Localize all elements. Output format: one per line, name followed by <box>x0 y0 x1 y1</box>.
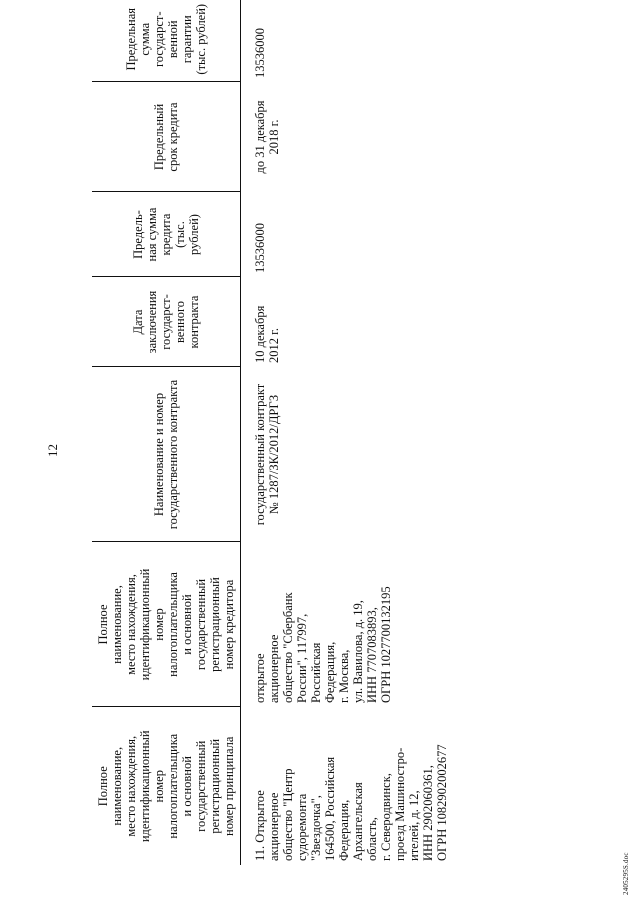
cell-credit-term: до 31 декабря 2018 г. <box>253 100 281 174</box>
cell-contract-date: 10 декабря 2012 г. <box>253 305 281 363</box>
cell-principal: 11. Открытое акционерное общество "Центр судоремонта "Звездочка", 164500, Российская Федерация, Архангельская область, г. Северодвинск, проезд Машиностро- ителей, д. 12, ИНН 2902060361, ОГРН 1082902002677 <box>253 744 449 861</box>
table-row <box>241 0 450 865</box>
header-principal: Полное наименование, место нахождения, идентификационный номер налогоплательщика и основной государственный регистрационный номер принципала <box>92 707 241 865</box>
header-credit-limit: Предель- ная сумма кредита (тыс. рублей) <box>92 192 241 277</box>
cell-credit-limit: 13536000 <box>253 223 267 273</box>
page-number: 12 <box>45 444 60 457</box>
header-guarantee-limit: Предельная сумма государст- венной гарантии (тыс. рублей) <box>92 0 241 82</box>
header-credit-term: Предельный срок кредита <box>92 82 241 192</box>
header-contract-date: Дата заключения государст- венного контракта <box>92 277 241 367</box>
cell-guarantee-limit: 13536000 <box>253 28 267 78</box>
footer-file-code: 2405295S.doc <box>622 852 630 895</box>
cell-creditor: открытое акционерное общество "Сбербанк России", 117997, Российская Федерация, г. Москва, ул. Вавилова, д. 19, ИНН 7707083893, ОГРН 1027700132195 <box>253 586 393 703</box>
table-header-row <box>92 0 241 865</box>
header-contract: Наименование и номер государственного контракта <box>92 367 241 542</box>
cell-contract: государственный контракт № 1287/ЗК/2012/ДРГЗ <box>253 383 281 526</box>
header-creditor: Полное наименование, место нахождения, идентификационный номер налогоплательщика и основной государственный регистрационный номер кредитора <box>92 542 241 707</box>
guarantee-table <box>92 0 449 865</box>
